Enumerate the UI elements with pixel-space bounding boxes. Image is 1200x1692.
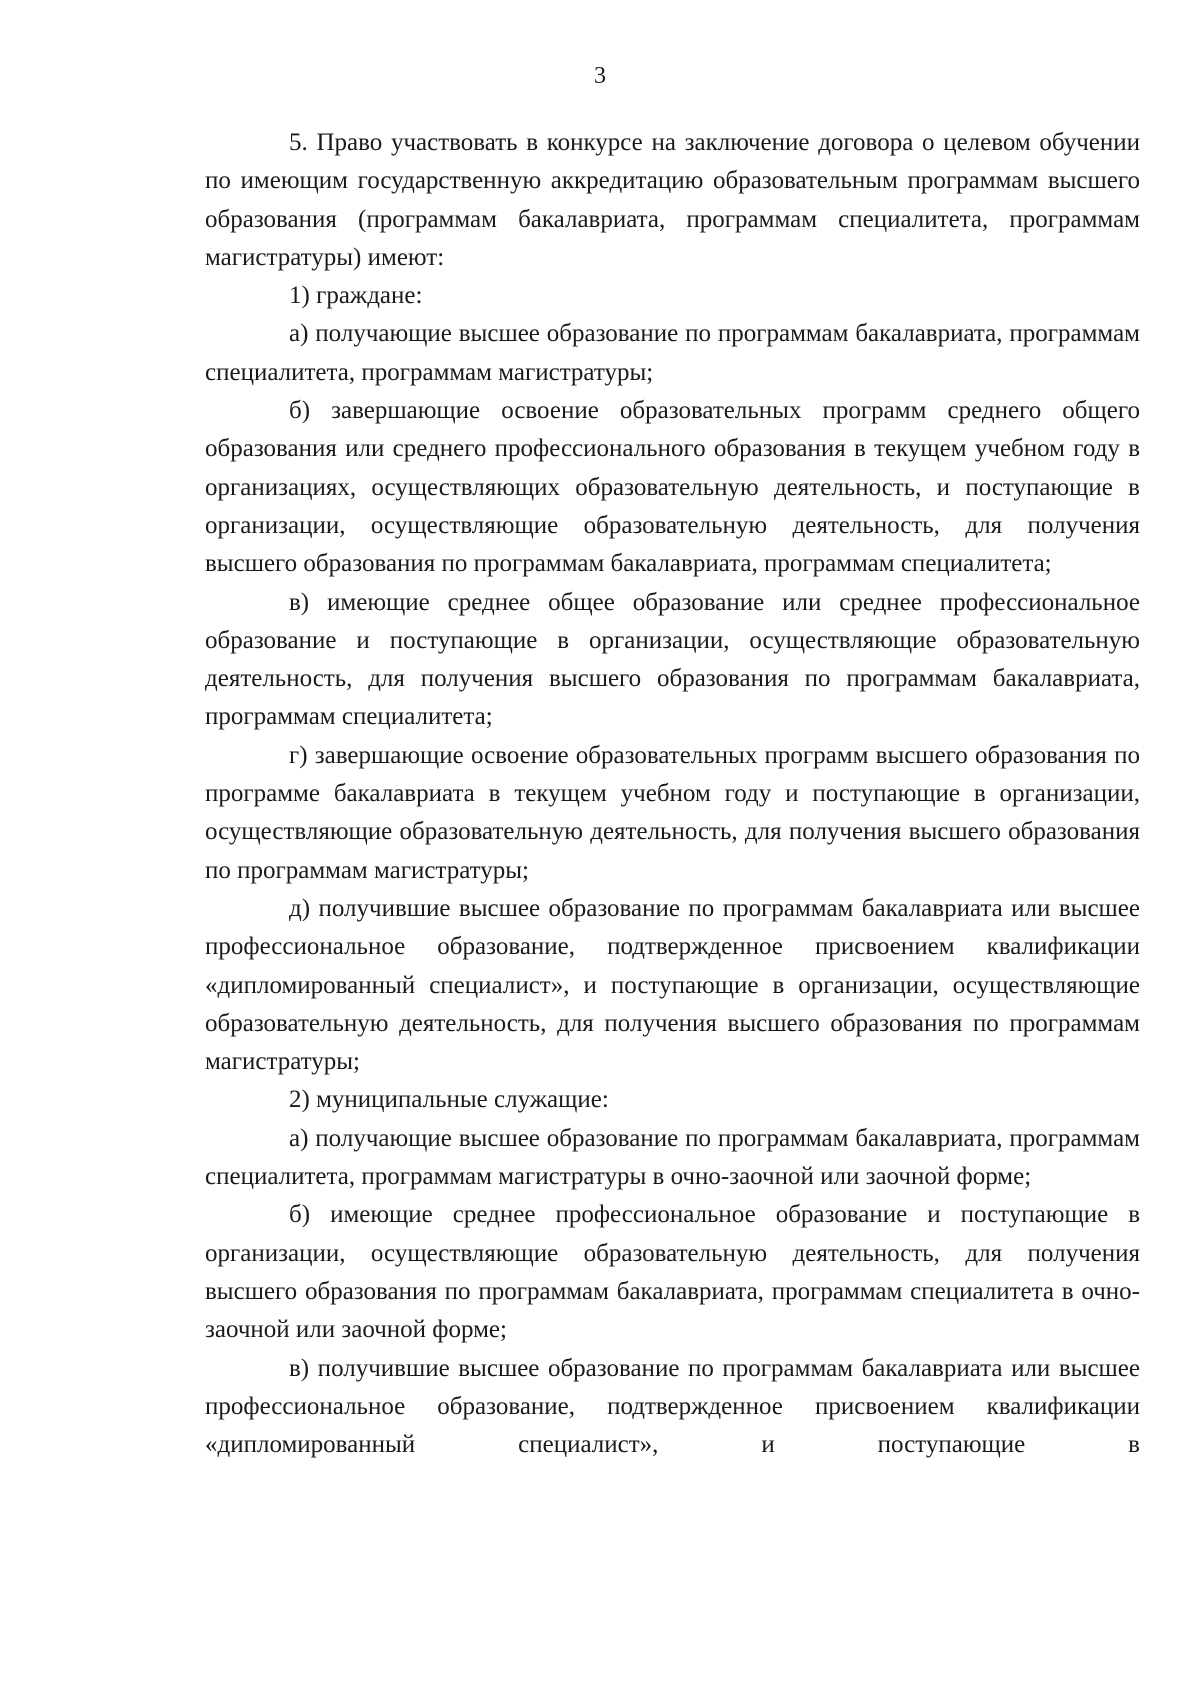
- paragraph-1g: г) завершающие освоение образовательных программ высшего образования по программе бакалавриата в текущем учебном году и поступающие в организации, осуществляющие образовательную деятельность, для получения высшего образования по программам магистратуры;: [205, 741, 1140, 884]
- paragraph-2-municipal: 2) муниципальные служащие:: [289, 1086, 609, 1114]
- paragraph-1d: д) получившие высшее образование по программам бакалавриата или высшее профессиональное образование, подтвержденное присвоением квалификации «дипломированный специалист», и поступающие в организации, осуществляющие образовательную деятельность, для получения высшего образования по программам магистратуры;: [205, 894, 1140, 1076]
- page-number: 3: [594, 63, 606, 89]
- paragraph-1-citizens: 1) граждане:: [289, 282, 423, 310]
- paragraph-1v: в) имеющие среднее общее образование или среднее профессиональное образование и поступающие в организации, осуществляющие образовательную деятельность, для получения высшего образования по программам бакалавриата, программам специалитета;: [205, 588, 1140, 731]
- paragraph-5-intro: 5. Право участвовать в конкурсе на заключение договора о целевом обучении по имеющим государственную аккредитацию образовательным программам высшего образования (программам бакалавриата, программам специалитета, программам магистратуры) имеют:: [205, 129, 1140, 271]
- paragraph-1b: б) завершающие освоение образовательных программ среднего общего образования или среднего профессионального образования в текущем учебном году в организациях, осуществляющих образовательную деятельность, и поступающие в организации, осуществляющие образовательную деятельность, для получения высшего образования по программам бакалавриата, программам специалитета;: [205, 397, 1140, 578]
- document-body: [205, 124, 1140, 1464]
- paragraph-1a: а) получающие высшее образование по программам бакалавриата, программам специалитета, программам магистратуры;: [205, 320, 1140, 386]
- paragraph-2a: а) получающие высшее образование по программам бакалавриата, программам специалитета, программам магистратуры в очно-заочной или заочной форме;: [205, 1124, 1140, 1191]
- paragraph-2v: в) получившие высшее образование по программам бакалавриата или высшее профессиональное образование, подтвержденное присвоением квалификации «дипломированный специалист», и поступающие в: [205, 1354, 1140, 1459]
- paragraph-2b: б) имеющие среднее профессиональное образование и поступающие в организации, осуществляющие образовательную деятельность, для получения высшего образования по программам бакалавриата, программам специалитета в очно-заочной или заочной форме;: [205, 1201, 1140, 1344]
